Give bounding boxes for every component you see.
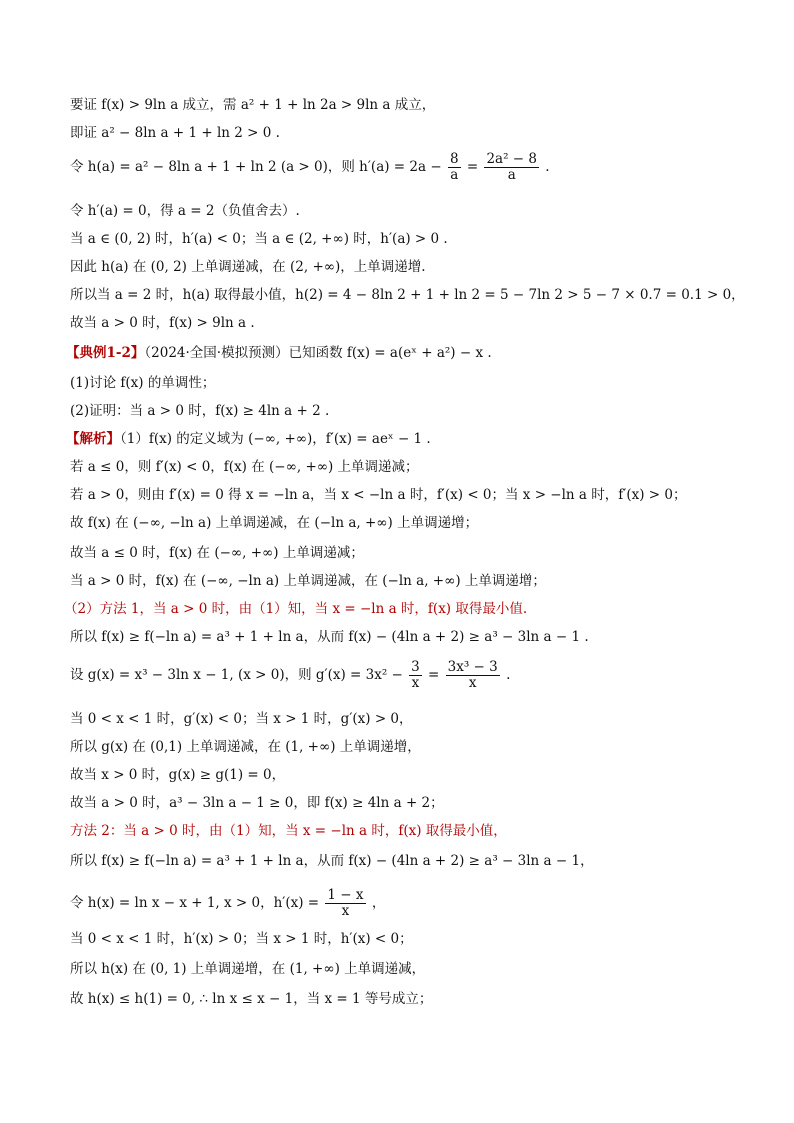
denominator: x xyxy=(411,675,420,691)
proof-line: 令 h′(a) = 0，得 a = 2（负值舍去）. xyxy=(70,203,300,219)
numerator: 3x³ − 3 xyxy=(447,659,498,675)
fraction xyxy=(448,152,461,183)
proof-line: 当 a > 0 时，f(x) 在 (−∞, −ln a) 上单调递减，在 (−ln a, +∞) 上单调递增； xyxy=(70,573,546,589)
line-text: 令 h(x) = ln x − x + 1, x > 0，h′(x) = xyxy=(70,895,320,911)
proof-line: 故 f(x) 在 (−∞, −ln a) 上单调递减，在 (−ln a, +∞) 上单调递增； xyxy=(70,515,479,531)
solution-tag: 【解析】 xyxy=(66,431,120,447)
example-heading xyxy=(66,344,492,362)
proof-line: 故当 x > 0 时，g(x) ≥ g(1) = 0， xyxy=(70,767,286,783)
proof-line: 所以当 a = 2 时，h(a) 取得最小值，h(2) = 4 − 8ln 2 + 1 + ln 2 = 5 − 7ln 2 > 5 − 7 × 0.7 = 0.1 > 0， xyxy=(70,287,745,303)
denominator: a xyxy=(507,167,516,183)
numerator: 3 xyxy=(411,659,420,675)
proof-line: 要证 f(x) > 9ln a 成立，需 a² + 1 + ln 2a > 9ln a 成立， xyxy=(70,97,436,113)
solution-heading xyxy=(66,430,431,448)
line-end: . xyxy=(506,667,511,683)
derivative-line xyxy=(70,888,385,919)
derivative-line xyxy=(70,660,510,691)
proof-line: 因此 h(a) 在 (0, 2) 上单调递减，在 (2, +∞)，上单调递增. xyxy=(70,259,426,275)
numerator: 2a² − 8 xyxy=(486,151,537,167)
line-text: 设 g(x) = x³ − 3ln x − 1, (x > 0)，则 g′(x) = 3x² − xyxy=(70,667,403,683)
proof-line: 故当 a > 0 时，a³ − 3ln a − 1 ≥ 0，即 f(x) ≥ 4ln a + 2； xyxy=(70,795,444,811)
line-end: . xyxy=(545,159,550,175)
fraction xyxy=(325,888,365,919)
numerator: 8 xyxy=(449,151,459,167)
question-part: (2)证明：当 a > 0 时，f(x) ≥ 4ln a + 2 . xyxy=(70,403,330,419)
example-tag: 【典例1-2】 xyxy=(66,345,145,361)
method-2-line: 方法 2：当 a > 0 时，由（1）知，当 x = −ln a 时，f(x) 取得最小值， xyxy=(70,823,507,839)
proof-line: 当 0 < x < 1 时，g′(x) < 0；当 x > 1 时，g′(x) > 0， xyxy=(70,711,413,727)
proof-line: 故当 a > 0 时，f(x) > 9ln a . xyxy=(70,315,255,331)
line-end: ， xyxy=(371,895,386,911)
proof-line: 所以 h(x) 在 (0, 1) 上单调递增，在 (1, +∞) 上单调递减， xyxy=(70,961,426,977)
method-1-line: （2）方法 1，当 a > 0 时，由（1）知，当 x = −ln a 时，f(x) 取得最小值. xyxy=(64,601,528,617)
proof-line: 当 a ∈ (0, 2) 时，h′(a) < 0；当 a ∈ (2, +∞) 时，h′(a) > 0 . xyxy=(70,231,448,247)
proof-line: 当 0 < x < 1 时，h′(x) > 0；当 x > 1 时，h′(x) < 0； xyxy=(70,931,413,947)
proof-line: 所以 g(x) 在 (0,1) 上单调递减，在 (1, +∞) 上单调递增， xyxy=(70,739,421,755)
denominator: x xyxy=(468,675,477,691)
fraction xyxy=(484,152,539,183)
line-text: 令 h(a) = a² − 8ln a + 1 + ln 2 (a > 0)，则 h′(a) = 2a − xyxy=(70,159,442,175)
solution-text: （1）f(x) 的定义域为 (−∞, +∞)，f′(x) = aeˣ − 1 . xyxy=(120,431,431,447)
example-statement: （2024·全国·模拟预测）已知函数 f(x) = a(eˣ + a²) − x . xyxy=(144,345,492,361)
denominator: x xyxy=(341,903,350,919)
numerator: 1 − x xyxy=(327,887,364,903)
proof-line: 故当 a ≤ 0 时，f(x) 在 (−∞, +∞) 上单调递减； xyxy=(70,545,364,561)
derivative-line xyxy=(70,152,550,183)
fraction xyxy=(446,660,500,691)
denominator: a xyxy=(450,167,459,183)
proof-line: 所以 f(x) ≥ f(−ln a) = a³ + 1 + ln a，从而 f(x) − (4ln a + 2) ≥ a³ − 3ln a − 1， xyxy=(70,853,594,869)
equals-sign: = xyxy=(428,667,440,683)
proof-line: 若 a ≤ 0，则 f′(x) < 0，f(x) 在 (−∞, +∞) 上单调递减； xyxy=(70,459,419,475)
proof-line: 若 a > 0，则由 f′(x) = 0 得 x = −ln a，当 x < −ln a 时，f′(x) < 0；当 x > −ln a 时，f′(x) > 0； xyxy=(70,487,687,503)
equals-sign: = xyxy=(466,159,479,175)
proof-line: 所以 f(x) ≥ f(−ln a) = a³ + 1 + ln a，从而 f(x) − (4ln a + 2) ≥ a³ − 3ln a − 1 . xyxy=(70,629,589,645)
proof-line: 即证 a² − 8ln a + 1 + ln 2 > 0 . xyxy=(70,125,280,141)
proof-line: 故 h(x) ≤ h(1) = 0, ∴ ln x ≤ x − 1，当 x = 1 等号成立； xyxy=(70,991,433,1007)
question-part: (1)讨论 f(x) 的单调性； xyxy=(70,375,216,391)
fraction xyxy=(409,660,422,691)
